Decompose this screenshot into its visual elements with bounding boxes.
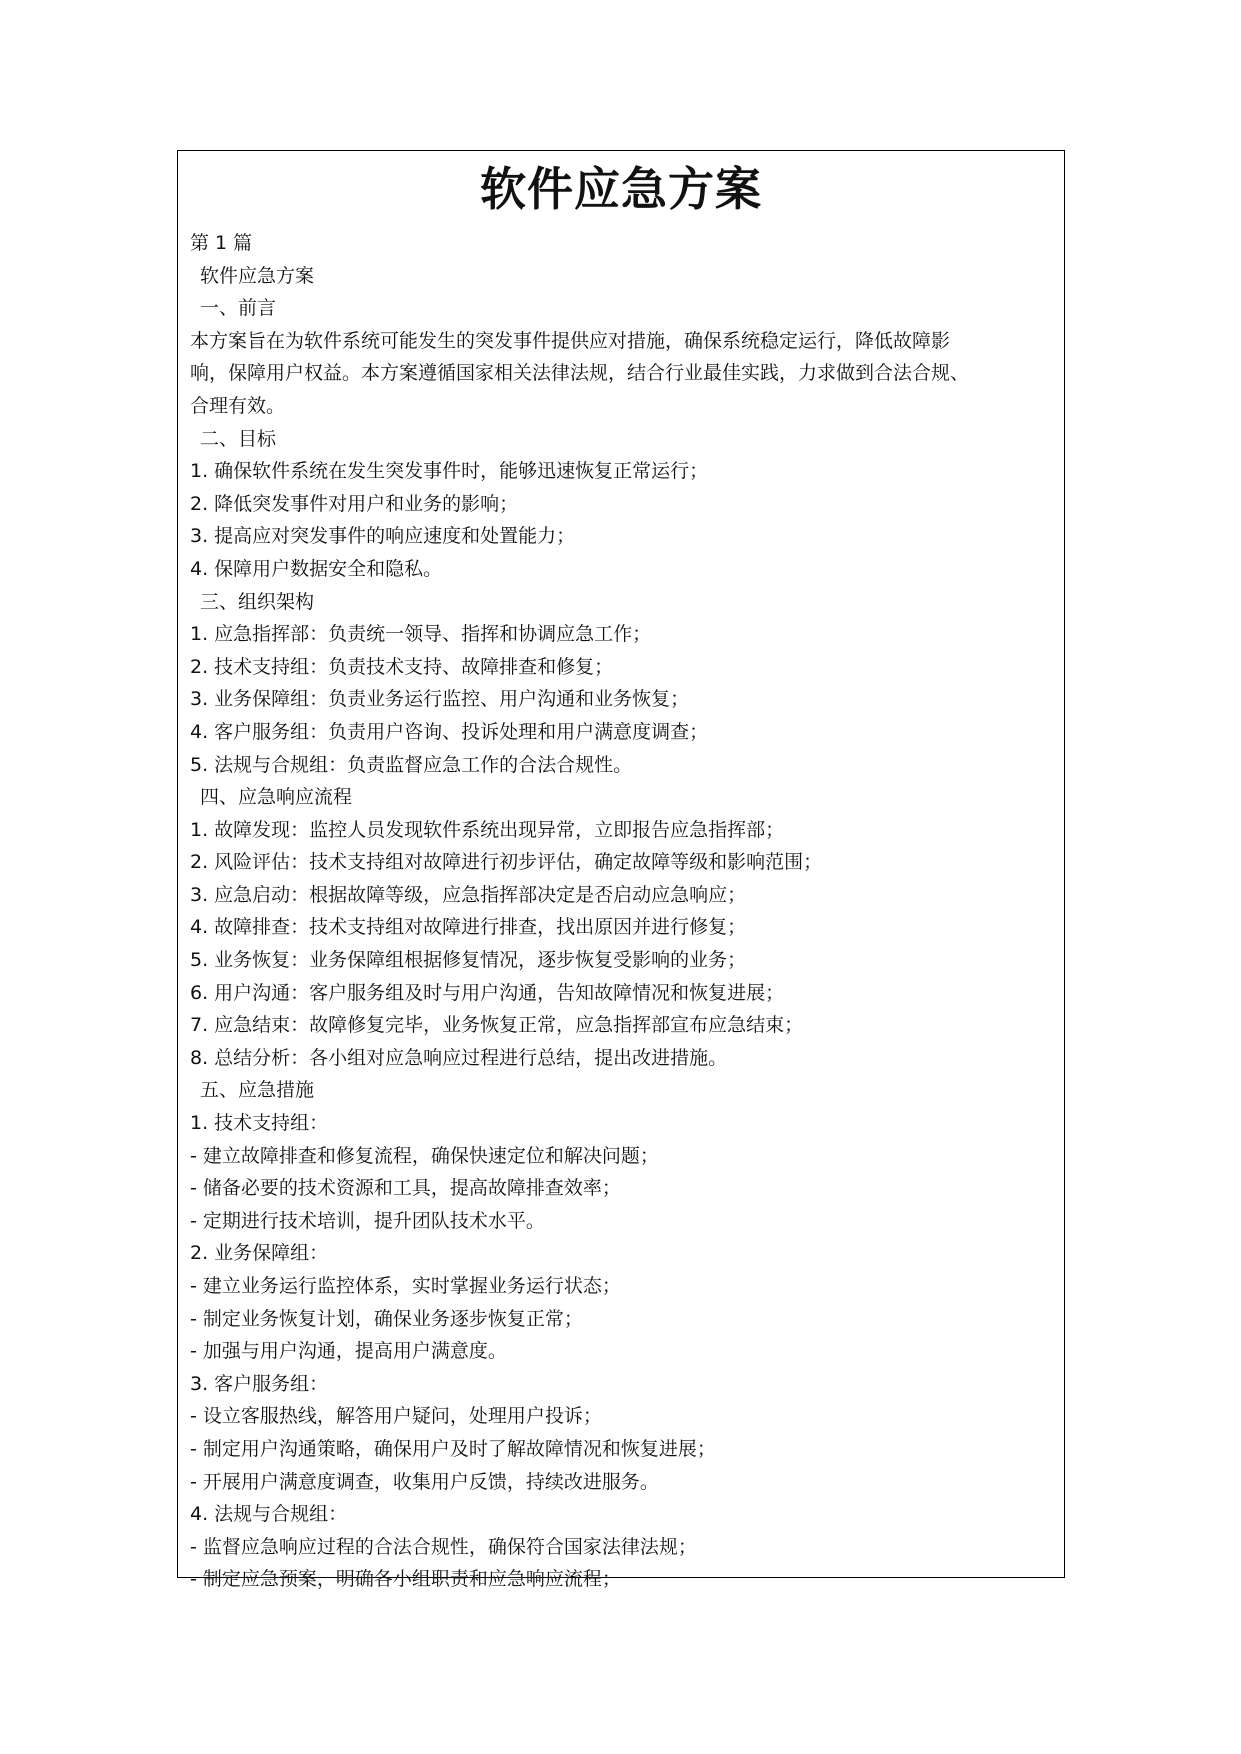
document-line: 5. 业务恢复：业务保障组根据修复情况，逐步恢复受影响的业务； bbox=[190, 949, 747, 972]
document-line: 五、应急措施 bbox=[200, 1079, 315, 1102]
document-line: - 制定用户沟通策略，确保用户及时了解故障情况和恢复进展； bbox=[190, 1437, 716, 1460]
document-line: - 设立客服热线，解答用户疑问，处理用户投诉； bbox=[190, 1405, 602, 1428]
document-line: 7. 应急结束：故障修复完毕，业务恢复正常，应急指挥部宣布应急结束； bbox=[190, 1014, 804, 1037]
document-line: 3. 应急启动：根据故障等级，应急指挥部决定是否启动应急响应； bbox=[190, 883, 747, 906]
document-line: 6. 用户沟通：客户服务组及时与用户沟通，告知故障情况和恢复进展； bbox=[190, 981, 785, 1004]
document-line: - 监督应急响应过程的合法合规性，确保符合国家法律法规； bbox=[190, 1535, 697, 1558]
document-line: 第 1 篇 bbox=[190, 232, 253, 254]
document-line: - 建立业务运行监控体系，实时掌握业务运行状态； bbox=[190, 1275, 621, 1297]
document-title: 软件应急方案 bbox=[480, 162, 762, 216]
document-line: 1. 应急指挥部：负责统一领导、指挥和协调应急工作； bbox=[190, 623, 652, 646]
document-line: 4. 保障用户数据安全和隐私。 bbox=[190, 557, 443, 580]
document-line: 1. 确保软件系统在发生突发事件时，能够迅速恢复正常运行； bbox=[190, 460, 709, 483]
document-line: 二、目标 bbox=[200, 427, 277, 450]
document-line: - 建立故障排查和修复流程，确保快速定位和解决问题； bbox=[190, 1144, 659, 1167]
document-line: 3. 业务保障组：负责业务运行监控、用户沟通和业务恢复； bbox=[190, 688, 690, 711]
document-line: 1. 技术支持组： bbox=[190, 1112, 329, 1135]
document-line: 4. 故障排查：技术支持组对故障进行排查，找出原因并进行修复； bbox=[190, 916, 747, 939]
document-body bbox=[178, 227, 1064, 1596]
document-line: 软件应急方案 bbox=[200, 264, 315, 287]
document-line: 2. 业务保障组： bbox=[190, 1242, 329, 1265]
document-line: 2. 降低突发事件对用户和业务的影响； bbox=[190, 492, 519, 515]
document-line: - 定期进行技术培训，提升团队技术水平。 bbox=[190, 1209, 545, 1232]
document-line: - 制定业务恢复计划，确保业务逐步恢复正常； bbox=[190, 1307, 583, 1330]
document-line: 三、组织架构 bbox=[200, 590, 315, 613]
document-line: - 加强与用户沟通，提高用户满意度。 bbox=[190, 1340, 507, 1363]
document-line: 3. 客户服务组： bbox=[190, 1372, 329, 1395]
document-line: 合理有效。 bbox=[190, 394, 286, 417]
document-line: 4. 法规与合规组： bbox=[190, 1503, 348, 1526]
document-line: 四、应急响应流程 bbox=[200, 786, 353, 809]
document-line: 4. 客户服务组：负责用户咨询、投诉处理和用户满意度调查； bbox=[190, 720, 709, 743]
document-line: 2. 技术支持组：负责技术支持、故障排查和修复； bbox=[190, 655, 614, 678]
document-frame bbox=[177, 150, 1065, 1591]
document-line: 2. 风险评估：技术支持组对故障进行初步评估，确定故障等级和影响范围； bbox=[190, 851, 823, 874]
document-line: - 制定应急预案，明确各小组职责和应急响应流程； bbox=[190, 1568, 621, 1591]
document-line: 5. 法规与合规组：负责监督应急工作的合法合规性。 bbox=[190, 753, 633, 776]
document-line: 1. 故障发现：监控人员发现软件系统出现异常，立即报告应急指挥部； bbox=[190, 818, 785, 841]
document-line: 3. 提高应对突发事件的响应速度和处置能力； bbox=[190, 525, 576, 548]
document-line: - 储备必要的技术资源和工具，提高故障排查效率； bbox=[190, 1177, 621, 1200]
document-line: 响，保障用户权益。本方案遵循国家相关法律法规，结合行业最佳实践，力求做到合法合规、 bbox=[190, 362, 970, 385]
document-line: - 开展用户满意度调查，收集用户反馈，持续改进服务。 bbox=[190, 1470, 659, 1493]
document-line: 一、前言 bbox=[200, 297, 277, 320]
document-line: 8. 总结分析：各小组对应急响应过程进行总结，提出改进措施。 bbox=[190, 1046, 728, 1069]
document-line: 本方案旨在为软件系统可能发生的突发事件提供应对措施，确保系统稳定运行，降低故障影 bbox=[190, 329, 951, 352]
